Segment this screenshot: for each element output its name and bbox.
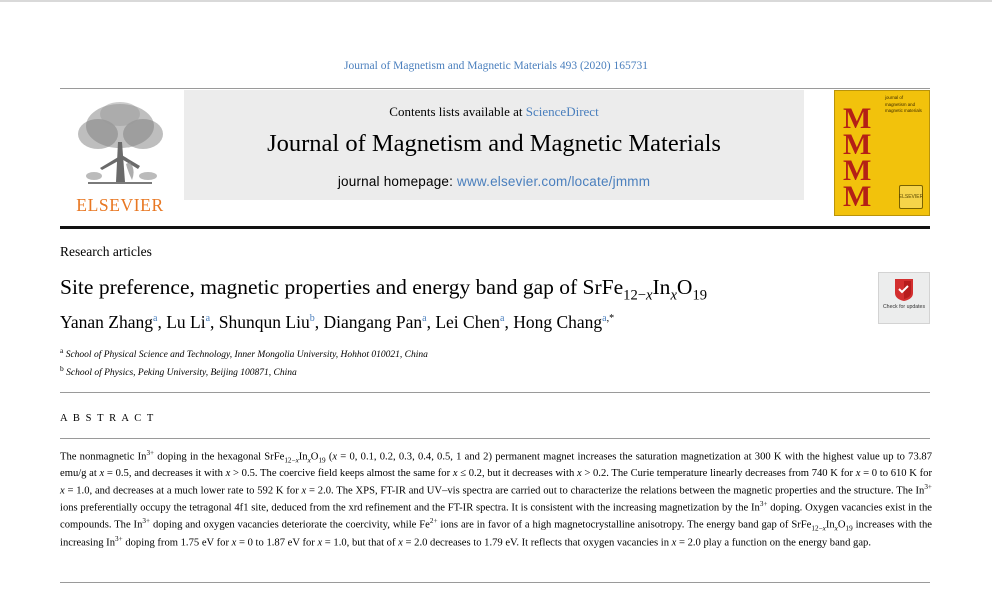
page-bottom-rule <box>60 582 930 583</box>
contents-available-line <box>184 104 804 120</box>
elsevier-wordmark: ELSEVIER <box>76 195 164 215</box>
sciencedirect-link[interactable]: ScienceDirect <box>525 104 599 119</box>
crossmark-label: Check for updates <box>882 304 926 310</box>
journal-masthead <box>60 88 930 218</box>
affiliation-b: $^b$ School of Physics, Peking University, Beijing 100871, China <box>60 363 297 379</box>
cover-letter-m-1: M <box>843 102 871 135</box>
homepage-prefix: journal homepage: <box>337 174 458 189</box>
contents-band <box>184 90 804 201</box>
journal-reference-line: Journal of Magnetism and Magnetic Materials 493 (2020) 165731 <box>343 60 649 72</box>
abstract-top-rule <box>60 392 930 393</box>
crossmark-badge[interactable] <box>878 272 930 324</box>
elsevier-tree-icon <box>68 96 172 194</box>
article-section-label: Research articles <box>60 244 152 259</box>
abstract-heading: A B S T R A C T <box>60 413 155 424</box>
affiliations <box>60 345 850 381</box>
cover-letter-m-4: M <box>843 180 871 213</box>
shield-icon <box>893 277 915 303</box>
cover-letter-m-2: M <box>843 128 871 161</box>
cover-header-text: journal of magnetism and magnetic materials <box>885 95 922 114</box>
journal-homepage-line <box>184 174 804 189</box>
abstract-mid-rule <box>60 438 930 439</box>
journal-homepage-link[interactable]: www.elsevier.com/locate/jmmm <box>457 174 651 189</box>
page-top-border <box>0 0 992 2</box>
affiliation-a: $^a$ School of Physical Science and Technology, Inner Mongolia University, Hohhot 010021, China <box>60 346 428 361</box>
masthead-top-rule <box>60 88 930 89</box>
author-list: Yanan Zhang$^a$, Lu Li$^a$, Shunqun Liu$^b$, Diangang Pan$^a$, Lei Chen$^a$, Hong Chang$^{a,*}$ <box>60 312 615 332</box>
masthead-bottom-rule <box>60 226 930 229</box>
journal-title: Journal of Magnetism and Magnetic Materials <box>267 130 721 157</box>
page-title: Site preference, magnetic properties and energy band gap of $SrFe_{12-x}In_xO_{19}$ <box>60 275 708 304</box>
journal-cover-thumbnail[interactable] <box>834 90 930 216</box>
abstract-text: The nonmagnetic $In^{3+}$ doping in the hexagonal $SrFe_{12-x}In_xO_{19}$ (x = 0, 0.1, 0.2, 0.3, 0.4, 0.5, 1 and 2) permanent magnet increases the saturation magnetization at 300 K with the highest value up to 73.87 emu/g at x = 0.5, and decreases it with x > 0.5. The coercive field keeps almost the same for x ≤ 0.2, but it decreases with x > 0.2. The Curie temperature linearly decreases from 740 K for x = 0 to 610 K for x = 1.0, and decreases at a much lower rate to 592 K for x = 2.0. The XPS, FT-IR and UV–vis spectra are carried out to characterize the relations between the magnetic properties and the structure. The $In^{3+}$ ions preferentially occupy the tetragonal 4f1 site, deduced from the xrd refinement and the FT-IR spectra. It is consistent with the increasing magnetization by the $In^{3+}$ doping. Oxygen vacancies exist in the compounds. The $In^{3+}$ doping and oxygen vacancies deteriorate the coercivity, while $Fe^{2+}$ ions are in favor of a high magnetocrystalline anisotropy. The energy band gap of $SrFe_{12-x}In_xO_{19}$ increases with the increasing $In^{3+}$ doping from 1.75 eV for x = 0 to 1.87 eV for x = 1.0, but that of x = 2.0 decreases to 1.79 eV. It reflects that oxygen vacancies in x = 2.0 play a function on the energy band gap. <box>60 449 933 549</box>
cover-letter-m-3: M <box>843 154 871 187</box>
cover-publisher-logo: ELSEVIER <box>899 185 923 209</box>
contents-prefix: Contents lists available at <box>389 104 526 119</box>
elsevier-logo <box>60 90 180 216</box>
